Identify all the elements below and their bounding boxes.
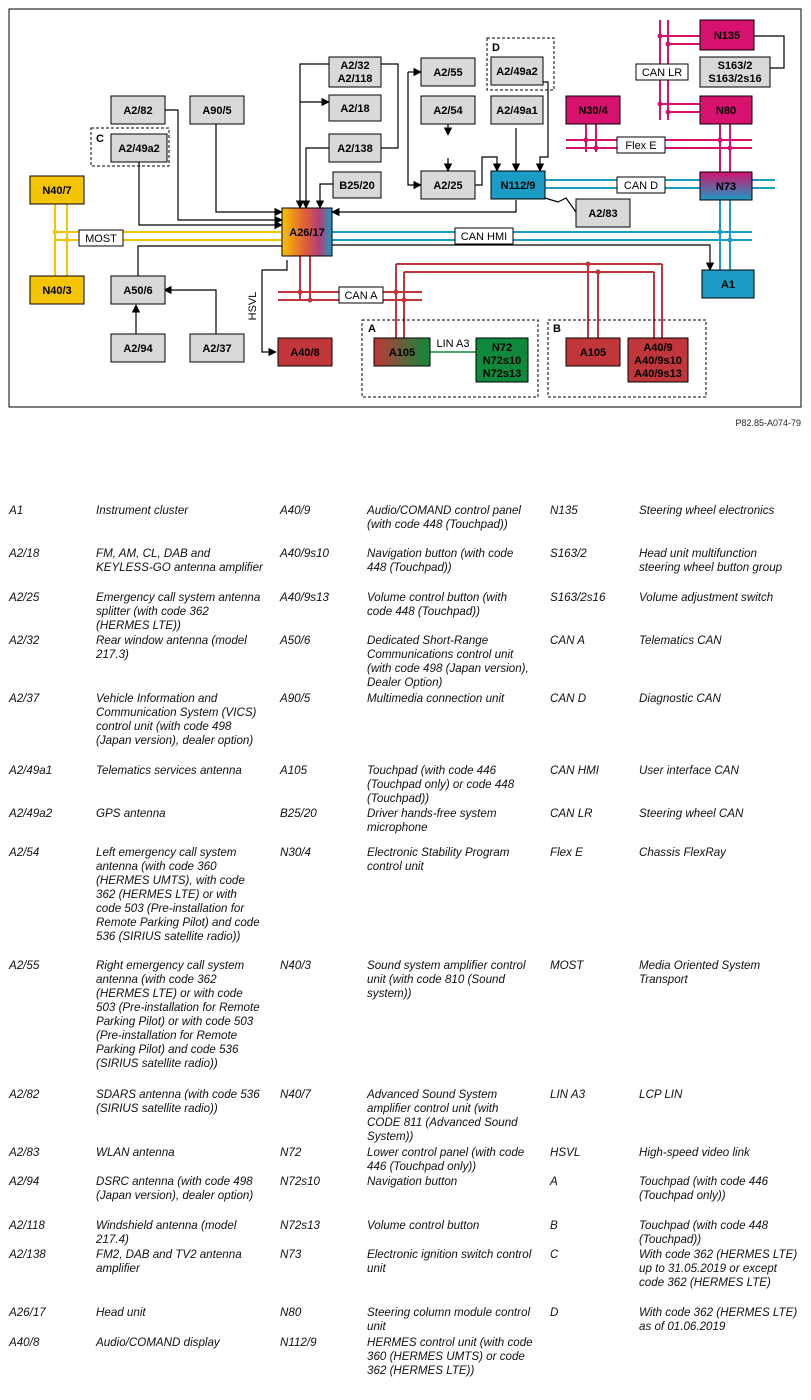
a2-37-label: A2/37 <box>202 343 232 355</box>
legend-description: SDARS antenna (with code 536 (SIRIUS satellite radio)) <box>96 1088 260 1115</box>
legend-code: N40/7 <box>280 1088 311 1101</box>
a2-18-label: A2/18 <box>340 103 370 115</box>
n72s13-label: N72s13 <box>482 368 522 380</box>
a105-b-label: A105 <box>579 347 607 359</box>
box-n80 <box>700 96 752 124</box>
a1-label: A1 <box>720 279 736 291</box>
legend-code: CAN A <box>550 634 586 647</box>
legend-code: A105 <box>280 764 308 777</box>
legend-code: A1 <box>9 504 24 517</box>
s163-2s16-label: S163/2s16 <box>708 73 762 85</box>
group-c-label: C <box>96 133 104 145</box>
legend-description: FM, AM, CL, DAB and KEYLESS-GO antenna amplifier <box>96 547 263 574</box>
legend-code: A2/94 <box>9 1175 40 1188</box>
legend-code: CAN HMI <box>550 764 599 777</box>
most-label: MOST <box>85 233 117 245</box>
legend-code: S163/2 <box>550 547 587 560</box>
box-a90-5 <box>190 96 244 124</box>
can-a-label: CAN A <box>344 290 378 302</box>
legend-code: A2/82 <box>9 1088 40 1101</box>
legend-code: C <box>550 1248 559 1261</box>
legend-code: A2/49a1 <box>9 764 53 777</box>
flex-e-label: Flex E <box>625 140 657 152</box>
legend-code: N72s10 <box>280 1175 320 1188</box>
legend-code: D <box>550 1306 559 1319</box>
a2-118-label: A2/118 <box>337 73 373 85</box>
legend-code: A2/32 <box>9 634 40 647</box>
box-a2-18 <box>329 95 381 121</box>
legend-code: A2/138 <box>9 1248 46 1261</box>
legend-code: N72 <box>280 1146 302 1159</box>
a2-49a1-label: A2/49a1 <box>496 105 538 117</box>
b25-20-label: B25/20 <box>339 180 375 192</box>
legend-code: B <box>550 1219 558 1232</box>
hsvl-label: HSVL <box>247 291 259 321</box>
legend-code: A <box>550 1175 558 1188</box>
box-a40-9 <box>628 338 688 382</box>
box-n112-9 <box>491 171 545 199</box>
legend-code: A50/6 <box>280 634 311 647</box>
a2-49a2-c-label: A2/49a2 <box>118 143 160 155</box>
legend-code: A40/8 <box>9 1336 40 1349</box>
box-a2-82 <box>111 96 165 124</box>
legend-description: Head unit multifunction steering wheel button group <box>639 547 783 574</box>
legend-description: GPS antenna <box>96 807 166 820</box>
box-a1 <box>702 270 754 298</box>
legend-description: DSRC antenna (with code 498 (Japan version), dealer option) <box>96 1175 254 1202</box>
legend-code: CAN D <box>550 692 587 705</box>
legend-code: A2/49a2 <box>9 807 53 820</box>
a40-9s10-label: A40/9s10 <box>634 355 682 367</box>
n72s10-label: N72s10 <box>482 355 522 367</box>
can-lr-label: CAN LR <box>641 67 683 79</box>
legend-description: WLAN antenna <box>96 1146 175 1159</box>
legend-description: Lower control panel (with code 446 (Touchpad only)) <box>367 1146 525 1173</box>
a105-a-label: A105 <box>388 347 416 359</box>
legend-description: Left emergency call system antenna (with code 360 (HERMES UMTS), with code 362 (HERMES LTE) or with code 503 (Pre-installation for Remote Parking Pilot) and code 536 (SIRIUS satellite radio)) <box>96 846 260 943</box>
legend-code: N80 <box>280 1306 302 1319</box>
legend-description: Volume adjustment switch <box>639 591 774 604</box>
legend-code: A2/37 <box>9 692 40 705</box>
bus-can-a <box>278 256 662 338</box>
a2-94-label: A2/94 <box>123 343 153 355</box>
a90-5-label: A90/5 <box>202 105 232 117</box>
legend-description: Media Oriented System Transport <box>639 959 761 986</box>
legend-description: Telematics services antenna <box>96 764 242 777</box>
legend-code: N72s13 <box>280 1219 320 1232</box>
box-b25-20 <box>333 172 381 198</box>
legend-code: Flex E <box>550 846 583 859</box>
legend-code: N135 <box>550 504 578 517</box>
n135-label: N135 <box>713 30 741 42</box>
legend-code: N112/9 <box>280 1336 317 1349</box>
a2-55-label: A2/55 <box>433 67 463 79</box>
legend-description: Steering column module control unit <box>367 1306 531 1333</box>
legend-description: Windshield antenna (model 217.4) <box>96 1219 237 1246</box>
box-a2-49a2-d <box>491 57 543 85</box>
bus-junctions-magenta <box>584 34 733 151</box>
legend-description: Advanced Sound System amplifier control unit (with CODE 811 (Advanced Sound System)) <box>367 1088 518 1143</box>
a2-25-label: A2/25 <box>433 180 463 192</box>
legend-description: Navigation button <box>367 1175 458 1188</box>
box-a2-25 <box>421 171 475 199</box>
legend-description: Audio/COMAND display <box>96 1336 220 1349</box>
a50-6-label: A50/6 <box>123 285 153 297</box>
box-a2-54 <box>421 96 475 124</box>
legend-code: A40/9s13 <box>280 591 329 604</box>
legend-code: N73 <box>280 1248 302 1261</box>
legend-description: HERMES control unit (with code 360 (HERMES UMTS) or code 362 (HERMES LTE)) <box>367 1336 533 1377</box>
box-a26-17 <box>282 208 332 256</box>
legend-description: FM2, DAB and TV2 antenna amplifier <box>96 1248 242 1275</box>
legend-description: Steering wheel CAN <box>639 807 744 820</box>
legend-description: Instrument cluster <box>96 504 189 517</box>
group-a-label: A <box>368 323 376 335</box>
a2-82-label: A2/82 <box>123 105 153 117</box>
n40-3-label: N40/3 <box>42 285 72 297</box>
box-n135 <box>700 20 754 50</box>
a26-17-label: A26/17 <box>289 227 325 239</box>
legend-description: Diagnostic CAN <box>639 692 721 705</box>
legend-code: CAN LR <box>550 807 593 820</box>
box-a40-8 <box>278 338 332 366</box>
legend-code: HSVL <box>550 1146 581 1159</box>
legend-code: A2/18 <box>9 547 40 560</box>
legend-code: LIN A3 <box>550 1088 586 1101</box>
box-a105-a <box>374 338 430 366</box>
legend-description: Telematics CAN <box>639 634 722 647</box>
legend-description: Vehicle Information and Communication System (VICS) control unit (with code 498 (Japan version), dealer option) <box>96 692 257 747</box>
legend-description: Volume control button <box>367 1219 480 1232</box>
legend-description: Touchpad (with code 446 (Touchpad only)) <box>639 1175 769 1202</box>
a2-49a2-d-label: A2/49a2 <box>496 66 538 78</box>
network-diagram <box>0 0 811 430</box>
box-a2-32-a2-118 <box>329 57 381 87</box>
legend-description: Emergency call system antenna splitter (with code 362 (HERMES LTE)) <box>96 591 261 632</box>
legend-description: Audio/COMAND control panel (with code 448 (Touchpad)) <box>367 504 522 531</box>
legend-code: A40/9s10 <box>280 547 329 560</box>
box-a2-83 <box>576 199 630 227</box>
legend-description: Navigation button (with code 448 (Touchpad)) <box>367 547 514 574</box>
a2-54-label: A2/54 <box>433 105 463 117</box>
legend-description: Touchpad (with code 448 (Touchpad)) <box>639 1219 769 1246</box>
box-n30-4 <box>566 96 620 124</box>
legend-description: With code 362 (HERMES LTE) as of 01.06.2019 <box>639 1306 798 1333</box>
legend-code: A2/83 <box>9 1146 40 1159</box>
can-d-label: CAN D <box>623 180 659 192</box>
box-n72 <box>476 338 528 382</box>
box-a2-49a1 <box>491 96 543 124</box>
legend-description: Steering wheel electronics <box>639 504 775 517</box>
box-a2-138 <box>329 134 381 162</box>
legend-code: A2/25 <box>9 591 40 604</box>
box-n40-3 <box>30 276 84 304</box>
legend-description: Head unit <box>96 1306 146 1319</box>
n73-label: N73 <box>715 181 737 193</box>
a40-9-label: A40/9 <box>643 342 673 354</box>
legend-description: Chassis FlexRay <box>639 846 726 859</box>
legend-description: Multimedia connection unit <box>367 692 505 705</box>
n40-7-label: N40/7 <box>42 185 72 197</box>
legend-description: High-speed video link <box>639 1146 750 1159</box>
legend-code: B25/20 <box>280 807 317 820</box>
legend-description: LCP LIN <box>639 1088 683 1101</box>
a40-9s13-label: A40/9s13 <box>634 368 682 380</box>
legend-code: N40/3 <box>280 959 311 972</box>
box-a105-b <box>566 338 620 366</box>
legend-code: A40/9 <box>280 504 311 517</box>
group-d-label: D <box>492 42 500 54</box>
legend-description: Sound system amplifier control unit (with code 810 (Sound system)) <box>367 959 526 1000</box>
legend-description: Volume control button (with code 448 (Touchpad)) <box>367 591 508 618</box>
a2-138-label: A2/138 <box>337 143 373 155</box>
legend-description: Touchpad (with code 446 (Touchpad only) or code 448 (Touchpad)) <box>367 764 515 805</box>
legend-description: User interface CAN <box>639 764 739 777</box>
legend-code: A2/55 <box>9 959 40 972</box>
n80-label: N80 <box>715 105 737 117</box>
n72-label: N72 <box>491 342 513 354</box>
figure-reference: P82.85-A074-79 <box>735 418 801 428</box>
box-n40-7 <box>30 176 84 204</box>
legend-code: S163/2s16 <box>550 591 606 604</box>
legend-code: A2/54 <box>9 846 40 859</box>
group-b-label: B <box>553 323 561 335</box>
legend-description: Electronic ignition switch control unit <box>367 1248 532 1275</box>
legend-code: A90/5 <box>280 692 311 705</box>
bus-can-hmi <box>330 198 752 270</box>
box-s163 <box>700 57 770 87</box>
legend-description: Right emergency call system antenna (with code 362 (HERMES LTE) or with code 503 (Pre-installation for Remote Parking Pilot) or with code 503 (Pre-installation for Remote Parking Pilot) and code 536 (SIRIUS satellite radio)) <box>96 959 260 1070</box>
legend-description: Electronic Stability Program control unit <box>367 846 510 873</box>
a2-32-label: A2/32 <box>340 60 370 72</box>
legend-description: Rear window antenna (model 217.3) <box>96 634 247 661</box>
a40-8-label: A40/8 <box>290 347 320 359</box>
box-n73 <box>700 172 752 200</box>
lin-a3-label: LIN A3 <box>436 338 470 350</box>
legend-code: A26/17 <box>9 1306 46 1319</box>
can-hmi-label: CAN HMI <box>460 231 508 243</box>
s163-2-label: S163/2 <box>717 60 753 72</box>
legend-description: Driver hands-free system microphone <box>367 807 497 834</box>
n30-4-label: N30/4 <box>578 105 608 117</box>
a2-83-label: A2/83 <box>588 208 618 220</box>
legend-code: MOST <box>550 959 584 972</box>
legend-description: Dedicated Short-Range Communications control unit (with code 498 (Japan version), Dealer Option) <box>367 634 529 689</box>
box-a2-37 <box>190 334 244 362</box>
legend-description: With code 362 (HERMES LTE) up to 31.05.2019 or except code 362 (HERMES LTE) <box>639 1248 798 1289</box>
legend-code: A2/118 <box>9 1219 45 1232</box>
box-a2-49a2-c <box>111 134 167 162</box>
legend-code: N30/4 <box>280 846 311 859</box>
box-a50-6 <box>111 276 165 304</box>
box-a2-55 <box>421 58 475 86</box>
n112-9-label: N112/9 <box>500 180 536 192</box>
box-a2-94 <box>111 334 165 362</box>
